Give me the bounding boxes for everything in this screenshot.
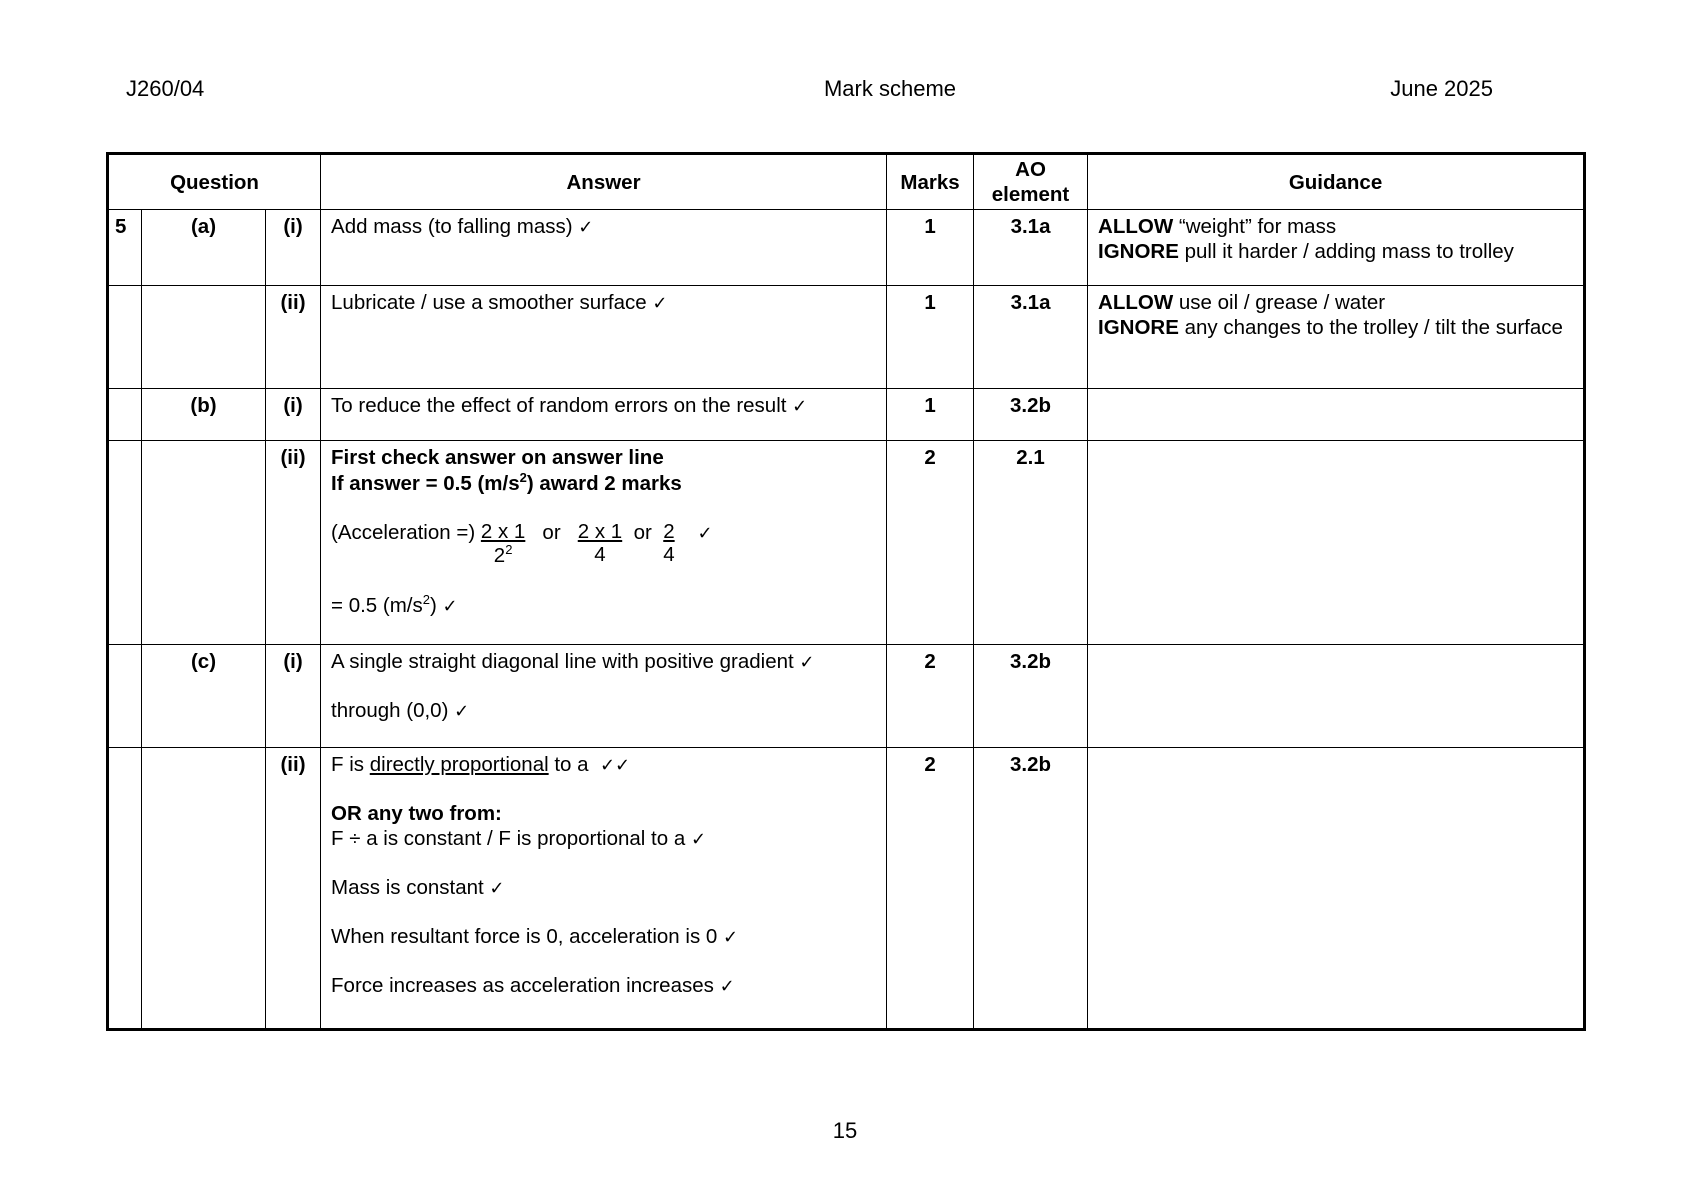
question-subpart: (i) bbox=[266, 389, 321, 441]
question-subpart: (ii) bbox=[266, 286, 321, 389]
guidance-cell: ALLOW “weight” for mass IGNORE pull it harder / adding mass to trolley bbox=[1088, 210, 1585, 286]
table-row bbox=[108, 645, 1585, 748]
tick-icon: ✓ bbox=[799, 652, 815, 673]
marks-cell: 1 bbox=[887, 286, 974, 389]
question-subpart: (ii) bbox=[266, 441, 321, 645]
marks-cell: 2 bbox=[887, 645, 974, 748]
marks-cell: 2 bbox=[887, 748, 974, 1030]
header-marks: Marks bbox=[887, 154, 974, 210]
question-subpart: (ii) bbox=[266, 748, 321, 1030]
doc-title: Mark scheme bbox=[823, 76, 957, 101]
fraction: $\frac{2 x 1}{4}$ bbox=[577, 519, 623, 567]
ao-cell: 3.2b bbox=[974, 645, 1088, 748]
ao-cell: 3.1a bbox=[974, 210, 1088, 286]
answer-cell: To reduce the effect of random errors on the result ✓ bbox=[321, 389, 887, 441]
tick-icon: ✓ bbox=[697, 522, 713, 544]
tick-icon: ✓ bbox=[442, 595, 458, 617]
fraction: $\frac{2}{4}$ bbox=[663, 519, 675, 567]
marks-cell: 1 bbox=[887, 210, 974, 286]
answer-cell: Add mass (to falling mass) ✓ bbox=[321, 210, 887, 286]
guidance-cell: ALLOW use oil / grease / water IGNORE any changes to the trolley / tilt the surface bbox=[1088, 286, 1585, 389]
guidance-cell bbox=[1088, 389, 1585, 441]
tick-icon: ✓ bbox=[578, 217, 594, 238]
tick-icon: ✓ bbox=[652, 293, 668, 314]
question-subpart: (i) bbox=[266, 645, 321, 748]
tick-icon: ✓ bbox=[792, 396, 808, 417]
header-question: Question bbox=[108, 154, 321, 210]
doc-date: June 2025 bbox=[1390, 76, 1493, 101]
marks-cell: 2 bbox=[887, 441, 974, 645]
tick-icon: ✓ bbox=[723, 927, 739, 948]
guidance-cell bbox=[1088, 441, 1585, 645]
ao-cell: 3.2b bbox=[974, 748, 1088, 1030]
question-part: (b) bbox=[142, 389, 266, 441]
mark-scheme-table bbox=[106, 152, 1586, 1031]
header-guidance: Guidance bbox=[1088, 154, 1585, 210]
tick-icon: ✓ bbox=[690, 829, 707, 850]
table-row bbox=[108, 210, 1585, 286]
fraction: $\frac{2 x 1}{2^2}$ bbox=[480, 519, 526, 568]
instruction-line: If answer = 0.5 $(m/s^2)$ award 2 marks bbox=[331, 470, 682, 495]
header-answer: Answer bbox=[321, 154, 887, 210]
table-row bbox=[108, 286, 1585, 389]
marks-cell: 1 bbox=[887, 389, 974, 441]
or-heading: OR any two from: bbox=[331, 802, 502, 825]
tick-icon: ✓ bbox=[719, 976, 735, 997]
guidance-cell bbox=[1088, 748, 1585, 1030]
question-subpart: (i) bbox=[266, 210, 321, 286]
table-row bbox=[108, 441, 1585, 645]
page-number: 15 bbox=[832, 1118, 858, 1143]
answer-cell bbox=[321, 441, 887, 645]
calculation-line: (Acceleration =) $\frac{2 x 1}{2^2}$ or $\frac{2 x 1}{4}$ or $\frac{2}{4}$ ✓ bbox=[331, 519, 713, 568]
table-row bbox=[108, 748, 1585, 1030]
header-ao-element: AO element bbox=[974, 154, 1088, 210]
answer-cell: A single straight diagonal line with positive gradient ✓ through (0,0) ✓ bbox=[321, 645, 887, 748]
instruction-line: First check answer on answer line bbox=[331, 446, 664, 469]
question-number: 5 bbox=[108, 210, 142, 286]
ao-cell: 3.1a bbox=[974, 286, 1088, 389]
doc-code: J260/04 bbox=[126, 76, 205, 101]
double-tick-icon: ✓✓ bbox=[599, 755, 631, 776]
tick-icon: ✓ bbox=[454, 701, 470, 722]
table-header-row bbox=[108, 154, 1585, 210]
guidance-cell bbox=[1088, 645, 1585, 748]
answer-cell: F is directly proportional to a ✓✓ OR any two from: F ÷ a is constant / F is proportional to a ✓ Mass is constant ✓ When resultant force is 0, acceleration is 0 ✓ Force increases as acceleration increases ✓ bbox=[321, 748, 887, 1030]
question-part: (a) bbox=[142, 210, 266, 286]
answer-cell: Lubricate / use a smoother surface ✓ bbox=[321, 286, 887, 389]
ao-cell: 2.1 bbox=[974, 441, 1088, 645]
tick-icon: ✓ bbox=[489, 878, 505, 899]
ao-cell: 3.2b bbox=[974, 389, 1088, 441]
table-row bbox=[108, 389, 1585, 441]
result-line: = 0.5 $(m/s^2)$ ✓ bbox=[331, 591, 458, 617]
question-part: (c) bbox=[142, 645, 266, 748]
